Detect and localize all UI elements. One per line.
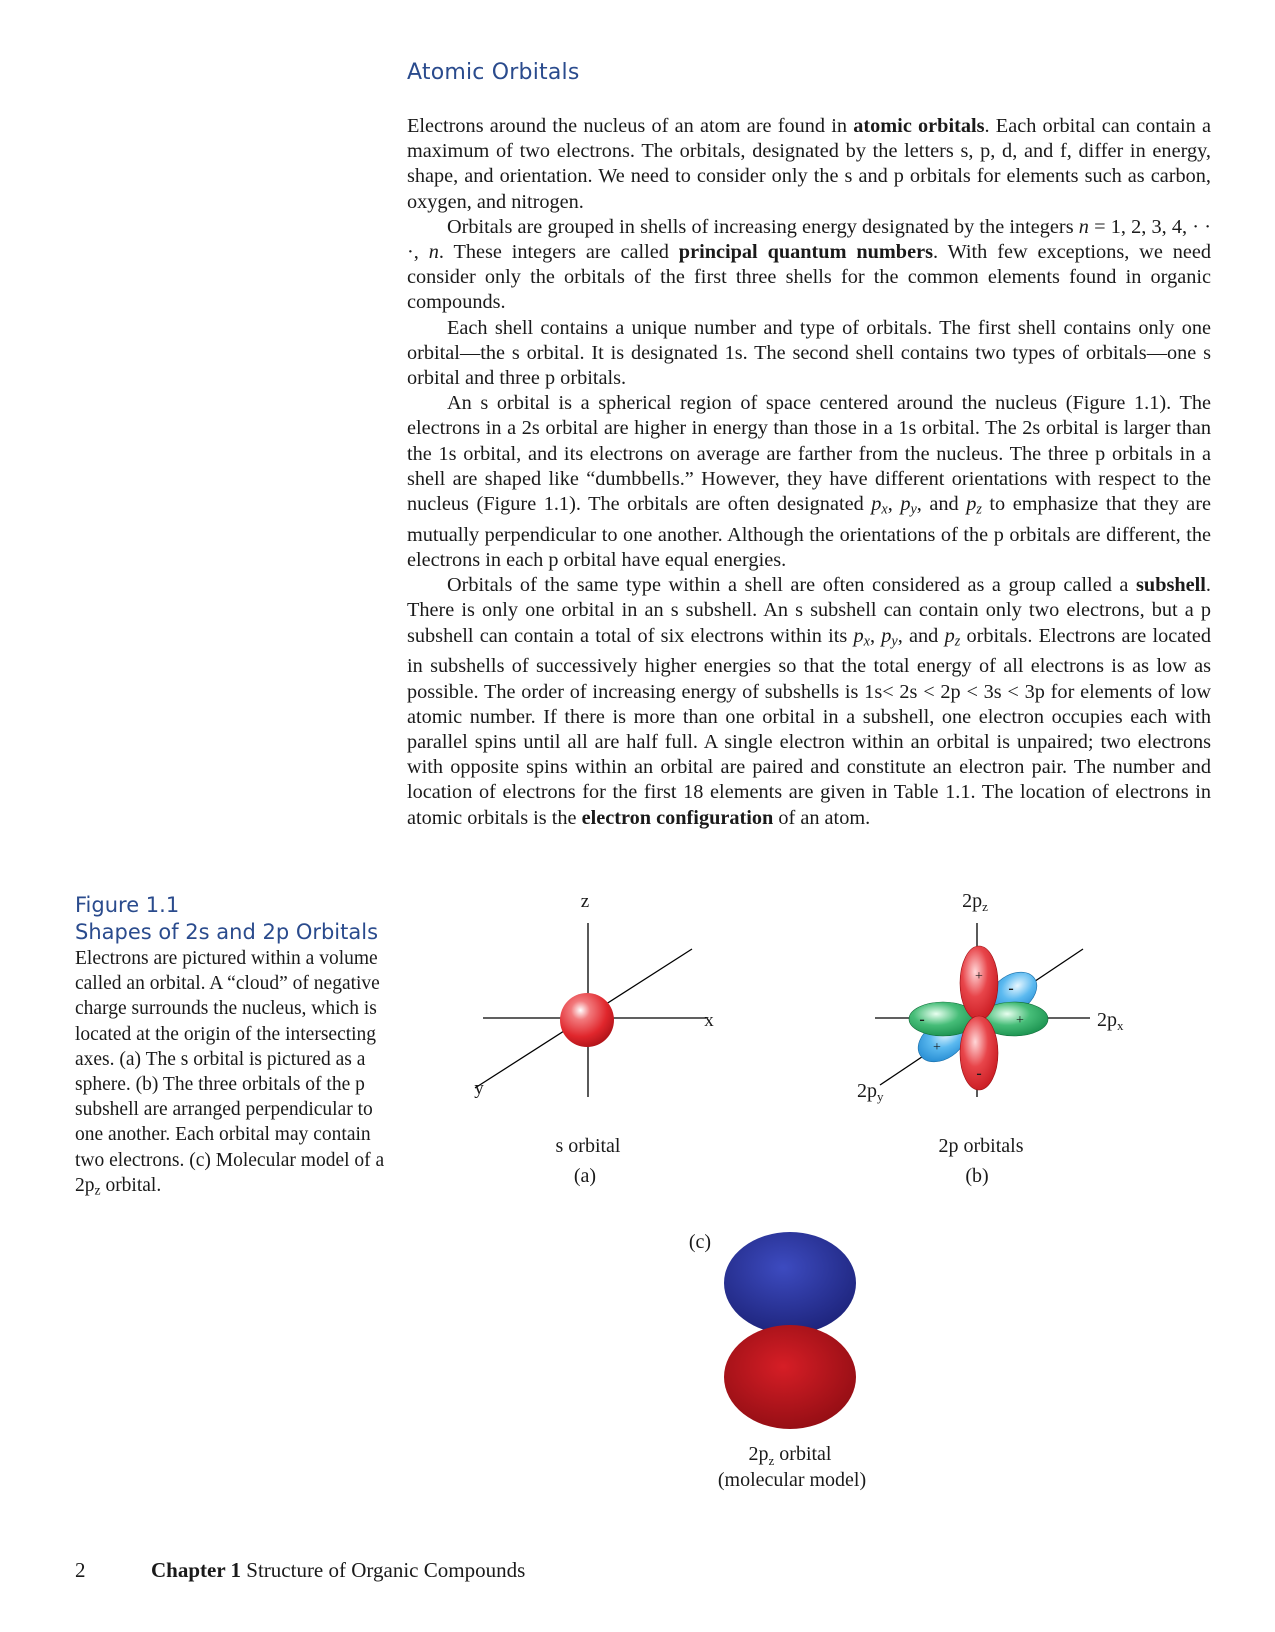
sign-py-front: + [933, 1040, 941, 1055]
axis-2py-label: $2p_y$ [857, 1080, 884, 1104]
term-subshell: subshell [1136, 574, 1206, 597]
term-principal-quantum-numbers: principal quantum numbers [678, 241, 933, 264]
panel-a-s-orbital [474, 891, 714, 1187]
model-red-lobe [724, 1325, 856, 1429]
axis-2px-label: $2p_x$ [1097, 1009, 1124, 1033]
panel-c-molecular-model [689, 1231, 866, 1491]
sign-py-back: - [1008, 980, 1014, 997]
paragraph-3: Each shell contains a unique number and type of orbitals. The first shell contains only one orbital—the s orbital. It is designated 1s. The second shell contains two types of orbitals—one s orbital and three p orbitals. [407, 316, 1211, 390]
term-atomic-orbitals: atomic orbitals [853, 115, 985, 137]
figure-number: Figure 1.1 [75, 893, 180, 917]
section-title: Atomic Orbitals [407, 60, 580, 85]
sign-px-left: - [919, 1011, 925, 1028]
panel-b-tag: (b) [965, 1165, 989, 1187]
page-number: 2 [75, 1558, 86, 1582]
sign-pz-bottom: - [976, 1065, 982, 1082]
axis-2pz-label: $2p_z$ [962, 890, 988, 914]
axis-y-label: y [474, 1078, 484, 1099]
model-blue-lobe [724, 1232, 856, 1334]
sign-pz-top: + [975, 969, 983, 984]
panel-c-tag: (c) [688, 1231, 712, 1253]
axis-z-label: z [580, 891, 590, 912]
figure-description: Electrons are pictured within a volume called an orbital. A “cloud” of negative charge surrounds the nucleus, which is located at the origin of the intersecting axes. (a) The s orbital is pictured as a sphere. (b) The three orbitals of the p subshell are arranged perpendicular to one another. Each orbital may contain two electrons. (c) Molecular model of a $2p_z$ orbital. [75, 948, 385, 1198]
paragraph-2: Orbitals are grouped in shells of increasing energy designated by the integers n = 1, 2, 3, 4, · · ·, n. These integers are called principal quantum numbers. With few exceptions, we need consider only the orbitals of the first three shells for the common elements found in organic compounds. [407, 215, 1211, 314]
panel-b-label: 2p orbitals [938, 1135, 1024, 1157]
sign-px-right: + [1016, 1013, 1024, 1028]
panel-a-label: s orbital [555, 1135, 621, 1157]
running-head: Chapter 1 Structure of Organic Compounds [151, 1558, 526, 1582]
axis-x-label: x [704, 1010, 714, 1031]
panel-a-tag: (a) [573, 1165, 597, 1187]
paragraph-5: Orbitals of the same type within a shell are often considered as a group called a subshell. There is only one orbital in an s subshell. An s subshell can contain only two electrons, but a p subshell can contain a total of six electrons within its $p_x$, $p_y$, and $p_z$ orbitals. Electrons are located in subshells of successively higher energies so that the total energy of all electrons is as low as possible. The order of increasing energy of subshells is 1s< 2s < 2p < 3s < 3p for elements of low atomic number. If there is more than one orbital in a subshell, one electron occupies each with parallel spins until all are half full. A single electron within an orbital is unpaired; two electrons with opposite spins within an orbital are paired and constitute an electron pair. The number and location of electrons for the first 18 elements are given in Table 1.1. The location of electrons in atomic orbitals is the electron configuration of an atom. [407, 574, 1212, 829]
figure-title: Shapes of 2s and 2p Orbitals [75, 920, 379, 944]
paragraph-1: Electrons around the nucleus of an atom are found in atomic orbitals. Each orbital can contain a maximum of two electrons. The orbitals, designated by the letters s, p, d, and f, differ in energy, shape, and orientation. We need to consider only the s and p orbitals for elements such as carbon, oxygen, and nitrogen. [407, 115, 1211, 213]
panel-c-label-2: (molecular model) [717, 1469, 867, 1491]
panel-c-label: $2p_z$ orbital [748, 1443, 832, 1468]
s-orbital-sphere [560, 993, 614, 1047]
term-electron-configuration: electron configuration [581, 806, 774, 829]
paragraph-4: An s orbital is a spherical region of space centered around the nucleus (Figure 1.1). The electrons in a 2s orbital are higher in energy than those in a 1s orbital. The 2s orbital is larger than the 1s orbital, and its electrons on average are farther from the nucleus. The three p orbitals in a shell are shaped like “dumbbells.” However, they have different orientations with respect to the nucleus (Figure 1.1). The orbitals are often designated $p_x$, $p_y$, and $p_z$ to emphasize that they are mutually perpendicular to one another. Although the orientations of the p orbitals are different, the electrons in each p orbital have equal energies. [407, 392, 1211, 571]
panel-b-2p-orbitals [857, 890, 1124, 1187]
